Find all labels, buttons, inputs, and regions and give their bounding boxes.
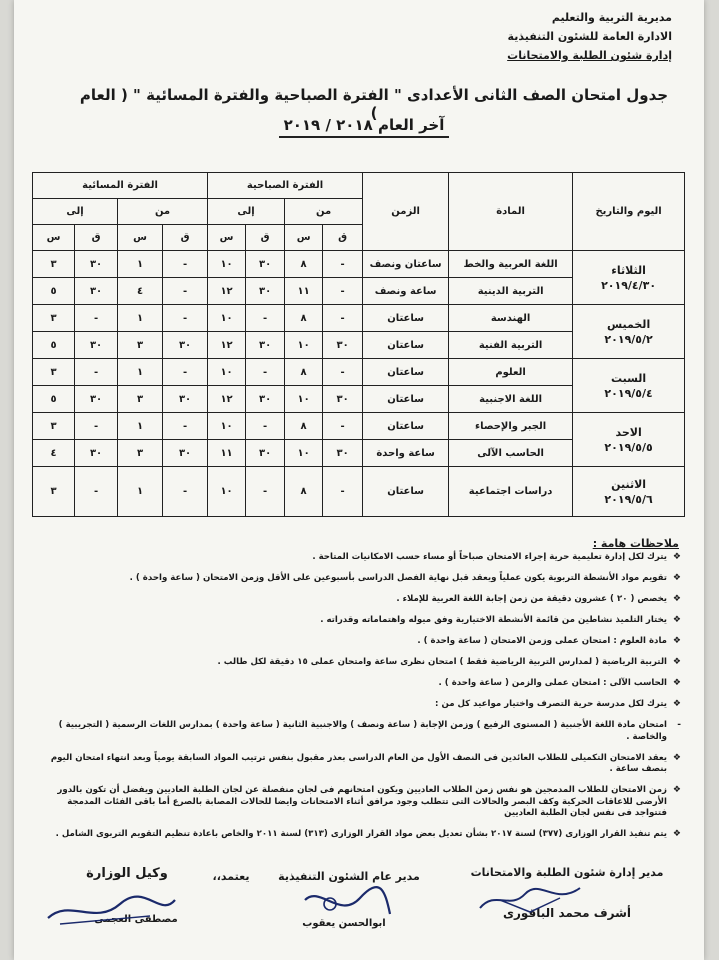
time-cell: ٣ (33, 413, 75, 440)
time-cell: ١٠ (285, 440, 323, 467)
time-cell: ٣٠ (75, 278, 118, 305)
time-cell: - (323, 305, 363, 332)
subject-cell: العلوم (449, 359, 573, 386)
letterhead (462, 8, 672, 65)
time-cell: ٨ (285, 413, 323, 440)
time-cell: - (163, 251, 208, 278)
time-cell: ١٠ (208, 251, 246, 278)
diamond-bullet-icon: ❖ (672, 636, 681, 646)
time-cell: ٣٠ (246, 278, 285, 305)
header-minute: ق (75, 225, 118, 251)
time-cell: ٥ (33, 386, 75, 413)
header-evening: الفترة المسائية (33, 173, 208, 199)
header-morning-from: من (285, 199, 363, 225)
time-cell: ٣٠ (246, 440, 285, 467)
time-cell: ١٠ (208, 305, 246, 332)
time-cell: ٨ (285, 467, 323, 517)
time-cell: ٥ (33, 278, 75, 305)
time-cell: - (323, 359, 363, 386)
note-item: ❖ يختار التلميذ نشاطين من قائمة الأنشطة الاختيارية وفق ميوله واهتماماته وقدراته . (320, 615, 681, 625)
diamond-bullet-icon: ❖ (672, 752, 681, 763)
note-item: ❖ مادة العلوم : امتحان عملى وزمن الامتحان ( ساعة واحدة ) . (417, 636, 681, 646)
director-signature-icon (470, 880, 590, 920)
note-item: ❖ يعقد الامتحان التكميلى للطلاب العائدين فى النصف الأول من العام الدراسى بعذر مقبول بنفس ترتيب المواد السابقة يومياً وبعد انتهاء امتحان اليوم بنصف ساعة . (50, 752, 681, 774)
general-director-title: مدير عام الشئون التنفيذية (278, 870, 420, 883)
time-cell: ٣٠ (246, 386, 285, 413)
time-cell: ٣٠ (75, 386, 118, 413)
time-cell: ٨ (285, 305, 323, 332)
deputy-title: وكيل الوزارة (86, 866, 168, 881)
subject-cell: الهندسة (449, 305, 573, 332)
duration-cell: ساعة واحدة (363, 440, 449, 467)
time-cell: ١٢ (208, 386, 246, 413)
subject-cell: التربية الفنية (449, 332, 573, 359)
time-cell: ١٠ (208, 467, 246, 517)
header-morning: الفترة الصباحية (208, 173, 363, 199)
diamond-bullet-icon: ❖ (672, 594, 681, 604)
duration-cell: ساعتان (363, 305, 449, 332)
time-cell: ٤ (33, 440, 75, 467)
deputy-name: مصطفى العجمى (94, 914, 178, 925)
director-name: أشرف محمد الباقورى (502, 906, 632, 920)
time-cell: - (163, 467, 208, 517)
deputy-signature-icon (40, 888, 180, 932)
time-cell: ٨ (285, 359, 323, 386)
general-director-name: ابوالحسن يعقوب (302, 918, 386, 929)
time-cell: ٣ (118, 440, 163, 467)
time-cell: ٣٠ (323, 440, 363, 467)
time-cell: ١١ (285, 278, 323, 305)
notes-list (36, 552, 683, 850)
time-cell: - (163, 305, 208, 332)
general-director-signature-icon (290, 880, 400, 924)
time-cell: - (246, 413, 285, 440)
time-cell: ٣٠ (75, 332, 118, 359)
time-cell: ٣٠ (163, 440, 208, 467)
time-cell: - (163, 413, 208, 440)
time-cell: ٣٠ (75, 251, 118, 278)
diamond-bullet-icon: ❖ (672, 573, 681, 583)
header-hour: س (118, 225, 163, 251)
time-cell: ١ (118, 467, 163, 517)
day-cell: الاحد ٢٠١٩/٥/٥ (573, 413, 685, 467)
time-cell: ٣٠ (246, 332, 285, 359)
header-minute: ق (163, 225, 208, 251)
subject-cell: اللغة العربية والخط (449, 251, 573, 278)
time-cell: ٣٠ (323, 386, 363, 413)
letterhead-line-2: الادارة العامة للشئون التنفيذية (507, 30, 672, 43)
header-hour: س (33, 225, 75, 251)
dash-bullet-icon: - (677, 720, 681, 730)
note-item: ❖ يتم تنفيذ القرار الوزارى (٣٧٧) لسنة ٢٠١٧ بشأن تعديل بعض مواد القرار الوزارى (٣١٣) لسنة ٢٠١١ والخاص باعادة تنظيم التقويم التربوى الشامل . (55, 829, 681, 839)
table-row (33, 413, 685, 440)
time-cell: ١٠ (208, 359, 246, 386)
note-item: ❖ التربية الرياضية ( لمدارس التربية الرياضية فقط ) امتحان نظرى ساعة وامتحان عملى ١٥ دقيقة لكل طالب . (217, 657, 681, 667)
note-item: ❖ تقويم مواد الأنشطة التربوية يكون عملياً ويعقد قبل نهاية الفصل الدراسى بأسبوعين على الأقل وزمن الامتحان ( ساعة واحدة ) . (129, 573, 681, 583)
header-minute: ق (246, 225, 285, 251)
table-row (33, 467, 685, 517)
table-row (33, 359, 685, 386)
time-cell: ١١ (208, 440, 246, 467)
diamond-bullet-icon: ❖ (672, 615, 681, 625)
time-cell: ٣٠ (323, 332, 363, 359)
time-cell: ١٠ (208, 413, 246, 440)
time-cell: ١ (118, 305, 163, 332)
time-cell: ٣ (118, 386, 163, 413)
duration-cell: ساعتان (363, 332, 449, 359)
duration-cell: ساعة ونصف (363, 278, 449, 305)
exam-schedule-table (32, 172, 685, 517)
table-row (33, 251, 685, 278)
duration-cell: ساعتان ونصف (363, 251, 449, 278)
time-cell: - (75, 305, 118, 332)
header-morning-to: إلى (208, 199, 285, 225)
time-cell: - (323, 467, 363, 517)
note-item: ❖ زمن الامتحان للطلاب المدمجين هو نفس زمن الطلاب العاديين ويكون امتحانهم فى لجان منفصلة عن لجان الطلبة العاديين ويفضل أن تكون بالدور الأرضى للاعاقات الحركية وكف البصر والحالات التى تتطلب وجود مرافق أثناء الامتحانات وايضا للحالات المصابة بالصرع أما باقى الفئات المدمجة فتتواجد فى نفس لجان الطلبة العاديين (57, 785, 681, 818)
header-hour: س (285, 225, 323, 251)
header-hour: س (208, 225, 246, 251)
time-cell: ١ (118, 359, 163, 386)
time-cell: ٤ (118, 278, 163, 305)
note-item: ❖ يترك لكل مدرسة حرية التصرف واختيار مواعيد كل من : (435, 699, 681, 709)
time-cell: - (323, 251, 363, 278)
diamond-bullet-icon: ❖ (672, 699, 681, 709)
time-cell: ١٢ (208, 278, 246, 305)
time-cell: - (246, 359, 285, 386)
note-item: ❖ الحاسب الآلى : امتحان عملى والزمن ( ساعة واحدة ) . (438, 678, 681, 688)
header-minute: ق (323, 225, 363, 251)
time-cell: ٣ (118, 332, 163, 359)
time-cell: - (75, 467, 118, 517)
letterhead-line-3: إدارة شئون الطلبة والامتحانات (507, 49, 672, 62)
subtitle-underline (279, 136, 449, 138)
time-cell: - (246, 305, 285, 332)
time-cell: - (75, 413, 118, 440)
duration-cell: ساعتان (363, 413, 449, 440)
letterhead-line-1: مديرية التربية والتعليم (551, 11, 672, 24)
time-cell: ١ (118, 413, 163, 440)
document-title: جدول امتحان الصف الثانى الأعدادى " الفترة الصباحية والفترة المسائية " ( العام ) (79, 86, 669, 122)
time-cell: ١٠ (285, 332, 323, 359)
time-cell: ٣ (33, 467, 75, 517)
subject-cell: اللغة الاجنبية (449, 386, 573, 413)
duration-cell: ساعتان (363, 359, 449, 386)
time-cell: - (75, 359, 118, 386)
time-cell: ٣ (33, 359, 75, 386)
day-cell: الخميس ٢٠١٩/٥/٢ (573, 305, 685, 359)
time-cell: - (163, 278, 208, 305)
time-cell: ١٠ (285, 386, 323, 413)
time-cell: ١٢ (208, 332, 246, 359)
time-cell: ٣٠ (246, 251, 285, 278)
time-cell: - (323, 413, 363, 440)
approve-label: يعتمد،، (212, 870, 250, 883)
duration-cell: ساعتان (363, 467, 449, 517)
time-cell: ٣٠ (75, 440, 118, 467)
time-cell: ٥ (33, 332, 75, 359)
header-day-date: اليوم والتاريخ (573, 173, 685, 251)
note-item: ❖ يترك لكل إدارة تعليمية حرية إجراء الامتحان صباحاً أو مساء حسب الامكانيات المتاحة . (312, 552, 681, 562)
document-subtitle: آخر العام ٢٠١٨ / ٢٠١٩ (283, 116, 445, 134)
subject-cell: الجبر والإحصاء (449, 413, 573, 440)
table-row (33, 305, 685, 332)
time-cell: - (163, 359, 208, 386)
diamond-bullet-icon: ❖ (672, 678, 681, 688)
header-subject: المادة (449, 173, 573, 251)
time-cell: ٣٠ (163, 332, 208, 359)
subject-cell: التربية الدينية (449, 278, 573, 305)
director-title: مدير إدارة شئون الطلبة والامتحانات (470, 866, 664, 879)
day-cell: الثلاثاء ٢٠١٩/٤/٣٠ (573, 251, 685, 305)
time-cell: - (246, 467, 285, 517)
diamond-bullet-icon: ❖ (672, 829, 681, 839)
time-cell: - (323, 278, 363, 305)
day-cell: الاثنين ٢٠١٩/٥/٦ (573, 467, 685, 517)
subject-cell: دراسات اجتماعية (449, 467, 573, 517)
time-cell: ٣ (33, 251, 75, 278)
time-cell: ٣٠ (163, 386, 208, 413)
note-item: - امتحان مادة اللغة الأجنبية ( المستوى الرفيع ) وزمن الإجابة ( ساعة ونصف ) والاجنبية الثانية ( ساعة واحدة ) بمدارس اللغات الرسمية ( التجريبية ) والخاصة . (58, 720, 681, 742)
diamond-bullet-icon: ❖ (672, 785, 681, 795)
subject-cell: الحاسب الآلى (449, 440, 573, 467)
header-duration: الزمن (363, 173, 449, 251)
header-evening-from: من (118, 199, 208, 225)
notes-title: ملاحظات هامة : (592, 537, 679, 550)
duration-cell: ساعتان (363, 386, 449, 413)
diamond-bullet-icon: ❖ (672, 552, 681, 562)
time-cell: ٨ (285, 251, 323, 278)
diamond-bullet-icon: ❖ (672, 657, 681, 667)
header-evening-to: إلى (33, 199, 118, 225)
time-cell: ١ (118, 251, 163, 278)
day-cell: السبت ٢٠١٩/٥/٤ (573, 359, 685, 413)
time-cell: ٣ (33, 305, 75, 332)
note-item: ❖ يخصص ( ٢٠ ) عشرون دقيقة من زمن إجابة اللغة العربية للإملاء . (396, 594, 681, 604)
